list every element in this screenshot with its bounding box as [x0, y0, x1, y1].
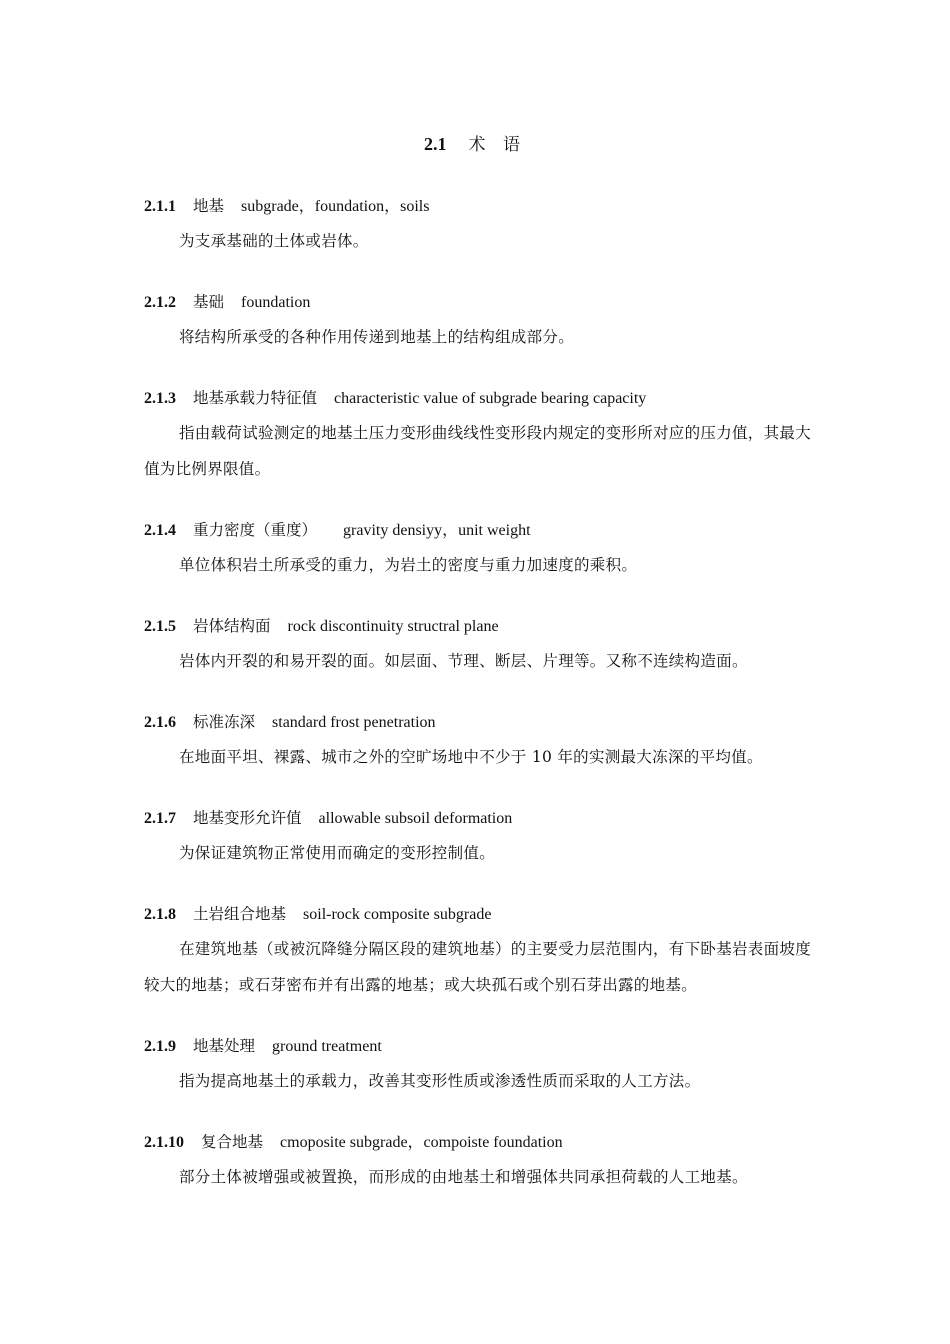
term-definition: 指由载荷试验测定的地基土压力变形曲线线性变形段内规定的变形所对应的压力值，其最大值为比例界限值。: [144, 424, 812, 478]
term-entry: [144, 288, 814, 355]
term-heading: [144, 1032, 814, 1061]
section-title: 术 语: [468, 135, 526, 155]
term-definition: 岩体内开裂的和易开裂的面。如层面、节理、断层、片理等。又称不连续构造面。: [179, 652, 748, 670]
term-definition: 为支承基础的土体或岩体。: [179, 232, 369, 250]
term-entry: [144, 516, 814, 583]
term-name-en: subgrade，foundation，soils: [241, 198, 430, 215]
term-name-cn: 重力密度（重度）: [193, 521, 318, 539]
term-number: 2.1.2: [144, 294, 176, 311]
term-name-en: standard frost penetration: [272, 714, 436, 731]
term-number: 2.1.5: [144, 618, 176, 635]
term-heading: [144, 288, 814, 317]
term-entry: [144, 1128, 814, 1195]
term-heading: [144, 192, 814, 221]
term-heading: [144, 384, 814, 413]
term-number: 2.1.1: [144, 198, 176, 215]
term-heading: [144, 1128, 814, 1157]
term-number: 2.1.6: [144, 714, 176, 731]
term-name-en: allowable subsoil deformation: [318, 810, 513, 827]
term-definition: 将结构所承受的各种作用传递到地基上的结构组成部分。: [179, 328, 575, 346]
term-definition: 在地面平坦、裸露、城市之外的空旷场地中不少于 10 年的实测最大冻深的平均值。: [179, 748, 763, 766]
term-name-cn: 地基变形允许值: [193, 809, 302, 827]
term-entry: [144, 900, 814, 1003]
term-name-cn: 岩体结构面: [193, 617, 271, 635]
term-number: 2.1.10: [144, 1134, 184, 1151]
term-definition: 单位体积岩土所承受的重力，为岩土的密度与重力加速度的乘积。: [179, 556, 638, 574]
term-heading: [144, 900, 814, 929]
term-entry: [144, 804, 814, 871]
section-number: 2.1: [424, 134, 447, 154]
term-number: 2.1.7: [144, 810, 176, 827]
term-number: 2.1.4: [144, 522, 176, 539]
term-name-cn: 基础: [193, 293, 225, 311]
term-name-cn: 标准冻深: [193, 713, 256, 731]
term-name-en: characteristic value of subgrade bearing capacity: [334, 390, 647, 407]
term-name-cn: 复合地基: [201, 1133, 264, 1151]
term-number: 2.1.9: [144, 1038, 176, 1055]
term-heading: [144, 612, 814, 641]
term-entry: [144, 1032, 814, 1099]
section-heading: [0, 132, 950, 157]
term-heading: [144, 708, 814, 737]
term-name-en: foundation: [241, 294, 311, 311]
term-name-cn: 地基承载力特征值: [193, 389, 318, 407]
term-name-cn: 地基处理: [193, 1037, 256, 1055]
term-name-en: cmoposite subgrade，compoiste foundation: [280, 1134, 563, 1151]
term-heading: [144, 516, 814, 545]
term-entry: [144, 612, 814, 679]
term-number: 2.1.3: [144, 390, 176, 407]
term-name-en: rock discontinuity structral plane: [287, 618, 499, 635]
term-name-en: soil-rock composite subgrade: [303, 906, 492, 923]
term-definition: 在建筑地基（或被沉降缝分隔区段的建筑地基）的主要受力层范围内，有下卧基岩表面坡度较大的地基；或石芽密布并有出露的地基；或大块孤石或个别石芽出露的地基。: [144, 940, 812, 994]
terms-list: [144, 192, 814, 1224]
term-definition: 为保证建筑物正常使用而确定的变形控制值。: [179, 844, 496, 862]
term-entry: [144, 384, 814, 487]
term-name-en: ground treatment: [272, 1038, 382, 1055]
term-entry: [144, 192, 814, 259]
term-entry: [144, 708, 814, 775]
term-name-cn: 地基: [193, 197, 225, 215]
term-heading: [144, 804, 814, 833]
term-definition: 指为提高地基土的承载力，改善其变形性质或渗透性质而采取的人工方法。: [179, 1072, 701, 1090]
term-name-cn: 土岩组合地基: [193, 905, 287, 923]
term-definition: 部分土体被增强或被置换，而形成的由地基土和增强体共同承担荷载的人工地基。: [179, 1168, 748, 1186]
term-name-en: gravity densiyy，unit weight: [343, 522, 531, 539]
term-number: 2.1.8: [144, 906, 176, 923]
